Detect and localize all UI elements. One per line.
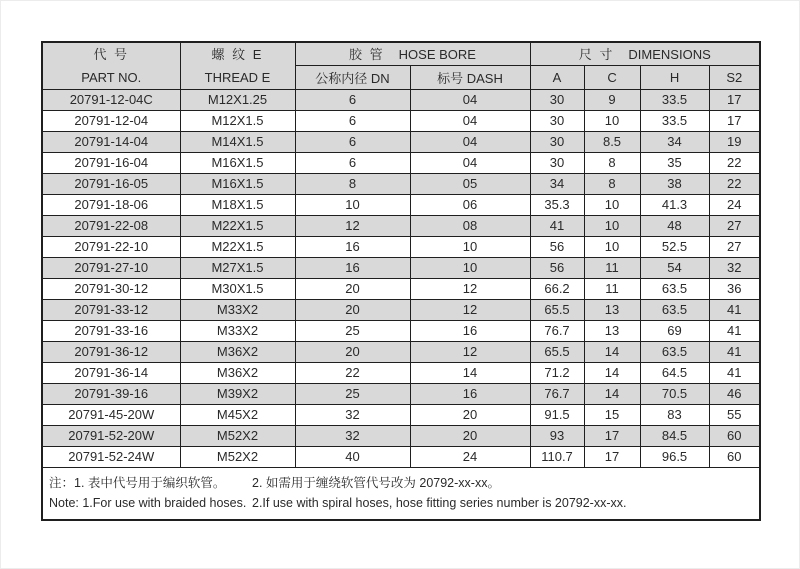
- cell-dash: 16: [410, 384, 530, 405]
- cell-s2: 19: [709, 132, 760, 153]
- cell-part-no: 20791-22-10: [42, 237, 180, 258]
- cell-a: 66.2: [530, 279, 584, 300]
- cell-dn: 8: [295, 174, 410, 195]
- cell-c: 8.5: [584, 132, 640, 153]
- table-row: [42, 384, 760, 405]
- cell-thread: M36X2: [180, 342, 295, 363]
- note-cn-1: 注：1. 表中代号用于编织软管。: [49, 476, 226, 490]
- cell-dash: 10: [410, 237, 530, 258]
- cell-thread: M16X1.5: [180, 174, 295, 195]
- cell-thread: M12X1.5: [180, 111, 295, 132]
- cell-part-no: 20791-39-16: [42, 384, 180, 405]
- cell-dash: 10: [410, 258, 530, 279]
- cell-part-no: 20791-45-20W: [42, 405, 180, 426]
- cell-c: 17: [584, 447, 640, 468]
- cell-a: 56: [530, 258, 584, 279]
- cell-dash: 12: [410, 300, 530, 321]
- cell-a: 30: [530, 153, 584, 174]
- cell-dash: 04: [410, 153, 530, 174]
- cell-dn: 12: [295, 216, 410, 237]
- cell-dn: 16: [295, 237, 410, 258]
- table-row: [42, 258, 760, 279]
- cell-dn: 10: [295, 195, 410, 216]
- cell-s2: 55: [709, 405, 760, 426]
- hose-fitting-spec-table: [41, 41, 761, 521]
- cell-h: 38: [640, 174, 709, 195]
- cell-h: 69: [640, 321, 709, 342]
- note-cn-2: 2. 如需用于缠绕软管代号改为 20792-xx-xx。: [252, 476, 500, 490]
- col-group-dimensions-cn: 尺 寸: [578, 47, 615, 63]
- cell-h: 96.5: [640, 447, 709, 468]
- table-row: [42, 237, 760, 258]
- cell-part-no: 20791-36-12: [42, 342, 180, 363]
- cell-dash: 08: [410, 216, 530, 237]
- cell-s2: 41: [709, 342, 760, 363]
- cell-thread: M12X1.25: [180, 90, 295, 111]
- notes-cell: [42, 468, 760, 521]
- cell-a: 91.5: [530, 405, 584, 426]
- cell-thread: M22X1.5: [180, 216, 295, 237]
- col-header-thread: [180, 42, 295, 90]
- cell-part-no: 20791-52-24W: [42, 447, 180, 468]
- cell-c: 17: [584, 426, 640, 447]
- cell-dn: 20: [295, 342, 410, 363]
- cell-h: 33.5: [640, 90, 709, 111]
- cell-dash: 04: [410, 132, 530, 153]
- cell-part-no: 20791-16-04: [42, 153, 180, 174]
- table-row: [42, 405, 760, 426]
- cell-dn: 6: [295, 90, 410, 111]
- table-row: [42, 111, 760, 132]
- cell-dash: 06: [410, 195, 530, 216]
- col-header-c: C: [584, 65, 640, 89]
- cell-dn: 22: [295, 363, 410, 384]
- cell-part-no: 20791-16-05: [42, 174, 180, 195]
- cell-dash: 12: [410, 342, 530, 363]
- col-header-thread-cn: 螺 纹 E: [211, 47, 264, 62]
- cell-dn: 32: [295, 405, 410, 426]
- cell-dn: 16: [295, 258, 410, 279]
- cell-c: 14: [584, 342, 640, 363]
- cell-thread: M33X2: [180, 321, 295, 342]
- cell-c: 13: [584, 300, 640, 321]
- cell-c: 11: [584, 258, 640, 279]
- cell-h: 34: [640, 132, 709, 153]
- cell-c: 11: [584, 279, 640, 300]
- col-header-dash: 标号 DASH: [410, 65, 530, 89]
- cell-dash: 20: [410, 426, 530, 447]
- cell-c: 10: [584, 216, 640, 237]
- table-row: [42, 447, 760, 468]
- cell-thread: M39X2: [180, 384, 295, 405]
- cell-part-no: 20791-33-16: [42, 321, 180, 342]
- cell-dn: 25: [295, 384, 410, 405]
- cell-a: 56: [530, 237, 584, 258]
- cell-part-no: 20791-12-04C: [42, 90, 180, 111]
- table-row: [42, 426, 760, 447]
- cell-a: 65.5: [530, 342, 584, 363]
- cell-s2: 60: [709, 447, 760, 468]
- table-row: [42, 300, 760, 321]
- cell-dn: 32: [295, 426, 410, 447]
- cell-part-no: 20791-18-06: [42, 195, 180, 216]
- col-group-dimensions: [530, 42, 760, 65]
- table-row: [42, 321, 760, 342]
- notes-row: [42, 468, 760, 521]
- cell-a: 30: [530, 132, 584, 153]
- table-row: [42, 342, 760, 363]
- cell-s2: 17: [709, 111, 760, 132]
- cell-part-no: 20791-27-10: [42, 258, 180, 279]
- note-line-cn: [49, 473, 753, 493]
- cell-dash: 16: [410, 321, 530, 342]
- cell-dash: 24: [410, 447, 530, 468]
- cell-h: 64.5: [640, 363, 709, 384]
- cell-a: 65.5: [530, 300, 584, 321]
- cell-c: 8: [584, 153, 640, 174]
- cell-part-no: 20791-36-14: [42, 363, 180, 384]
- cell-thread: M52X2: [180, 447, 295, 468]
- cell-thread: M30X1.5: [180, 279, 295, 300]
- note-line-en: [49, 493, 753, 513]
- cell-dn: 6: [295, 132, 410, 153]
- table-row: [42, 153, 760, 174]
- cell-dash: 05: [410, 174, 530, 195]
- cell-s2: 24: [709, 195, 760, 216]
- cell-s2: 32: [709, 258, 760, 279]
- cell-h: 48: [640, 216, 709, 237]
- cell-h: 63.5: [640, 279, 709, 300]
- note-en-2: 2.If use with spiral hoses, hose fitting series number is 20792-xx-xx.: [252, 496, 627, 510]
- cell-c: 15: [584, 405, 640, 426]
- cell-s2: 60: [709, 426, 760, 447]
- col-header-part-no-cn: 代 号: [93, 47, 130, 62]
- cell-dn: 20: [295, 279, 410, 300]
- cell-thread: M16X1.5: [180, 153, 295, 174]
- cell-h: 63.5: [640, 342, 709, 363]
- cell-c: 10: [584, 237, 640, 258]
- cell-c: 8: [584, 174, 640, 195]
- cell-thread: M36X2: [180, 363, 295, 384]
- note-en-1: Note: 1.For use with braided hoses.: [49, 496, 247, 510]
- cell-s2: 22: [709, 174, 760, 195]
- cell-part-no: 20791-12-04: [42, 111, 180, 132]
- cell-a: 34: [530, 174, 584, 195]
- table-body: [42, 90, 760, 468]
- cell-dash: 04: [410, 111, 530, 132]
- col-group-hose-bore: [295, 42, 530, 65]
- cell-h: 35: [640, 153, 709, 174]
- cell-c: 10: [584, 111, 640, 132]
- cell-a: 41: [530, 216, 584, 237]
- cell-h: 52.5: [640, 237, 709, 258]
- table-row: [42, 195, 760, 216]
- table-row: [42, 279, 760, 300]
- cell-dash: 14: [410, 363, 530, 384]
- cell-h: 83: [640, 405, 709, 426]
- cell-c: 10: [584, 195, 640, 216]
- header-group-row: [42, 42, 760, 65]
- cell-c: 14: [584, 363, 640, 384]
- cell-a: 110.7: [530, 447, 584, 468]
- cell-h: 54: [640, 258, 709, 279]
- cell-dn: 6: [295, 111, 410, 132]
- table-row: [42, 132, 760, 153]
- cell-c: 14: [584, 384, 640, 405]
- cell-dn: 40: [295, 447, 410, 468]
- cell-part-no: 20791-14-04: [42, 132, 180, 153]
- cell-a: 71.2: [530, 363, 584, 384]
- cell-a: 30: [530, 111, 584, 132]
- cell-h: 41.3: [640, 195, 709, 216]
- table-row: [42, 174, 760, 195]
- cell-s2: 36: [709, 279, 760, 300]
- cell-s2: 17: [709, 90, 760, 111]
- col-header-thread-en: THREAD E: [204, 70, 271, 85]
- cell-thread: M27X1.5: [180, 258, 295, 279]
- table-row: [42, 216, 760, 237]
- col-group-hose-bore-en: HOSE BORE: [398, 47, 476, 63]
- cell-h: 70.5: [640, 384, 709, 405]
- cell-a: 76.7: [530, 321, 584, 342]
- cell-h: 84.5: [640, 426, 709, 447]
- cell-a: 35.3: [530, 195, 584, 216]
- cell-s2: 41: [709, 300, 760, 321]
- cell-a: 30: [530, 90, 584, 111]
- col-header-h: H: [640, 65, 709, 89]
- col-group-dimensions-en: DIMENSIONS: [628, 47, 711, 63]
- table-row: [42, 363, 760, 384]
- cell-thread: M45X2: [180, 405, 295, 426]
- cell-dash: 04: [410, 90, 530, 111]
- cell-a: 76.7: [530, 384, 584, 405]
- cell-part-no: 20791-52-20W: [42, 426, 180, 447]
- cell-h: 63.5: [640, 300, 709, 321]
- cell-c: 9: [584, 90, 640, 111]
- cell-part-no: 20791-30-12: [42, 279, 180, 300]
- cell-h: 33.5: [640, 111, 709, 132]
- cell-dn: 6: [295, 153, 410, 174]
- cell-part-no: 20791-33-12: [42, 300, 180, 321]
- col-group-hose-bore-cn: 胶 管: [349, 47, 385, 63]
- col-header-part-no: [42, 42, 180, 90]
- col-header-dn: 公称内径 DN: [295, 65, 410, 89]
- cell-thread: M18X1.5: [180, 195, 295, 216]
- cell-s2: 27: [709, 216, 760, 237]
- col-header-a: A: [530, 65, 584, 89]
- cell-thread: M14X1.5: [180, 132, 295, 153]
- cell-a: 93: [530, 426, 584, 447]
- cell-thread: M22X1.5: [180, 237, 295, 258]
- col-header-part-no-en: PART NO.: [81, 70, 142, 85]
- cell-s2: 41: [709, 363, 760, 384]
- cell-c: 13: [584, 321, 640, 342]
- cell-s2: 41: [709, 321, 760, 342]
- cell-s2: 27: [709, 237, 760, 258]
- cell-thread: M33X2: [180, 300, 295, 321]
- table-row: [42, 90, 760, 111]
- table-header: [42, 42, 760, 90]
- cell-dn: 20: [295, 300, 410, 321]
- cell-s2: 22: [709, 153, 760, 174]
- col-header-s2: S2: [709, 65, 760, 89]
- table-footer: [42, 468, 760, 521]
- cell-part-no: 20791-22-08: [42, 216, 180, 237]
- cell-dash: 20: [410, 405, 530, 426]
- cell-dn: 25: [295, 321, 410, 342]
- cell-dash: 12: [410, 279, 530, 300]
- cell-s2: 46: [709, 384, 760, 405]
- cell-thread: M52X2: [180, 426, 295, 447]
